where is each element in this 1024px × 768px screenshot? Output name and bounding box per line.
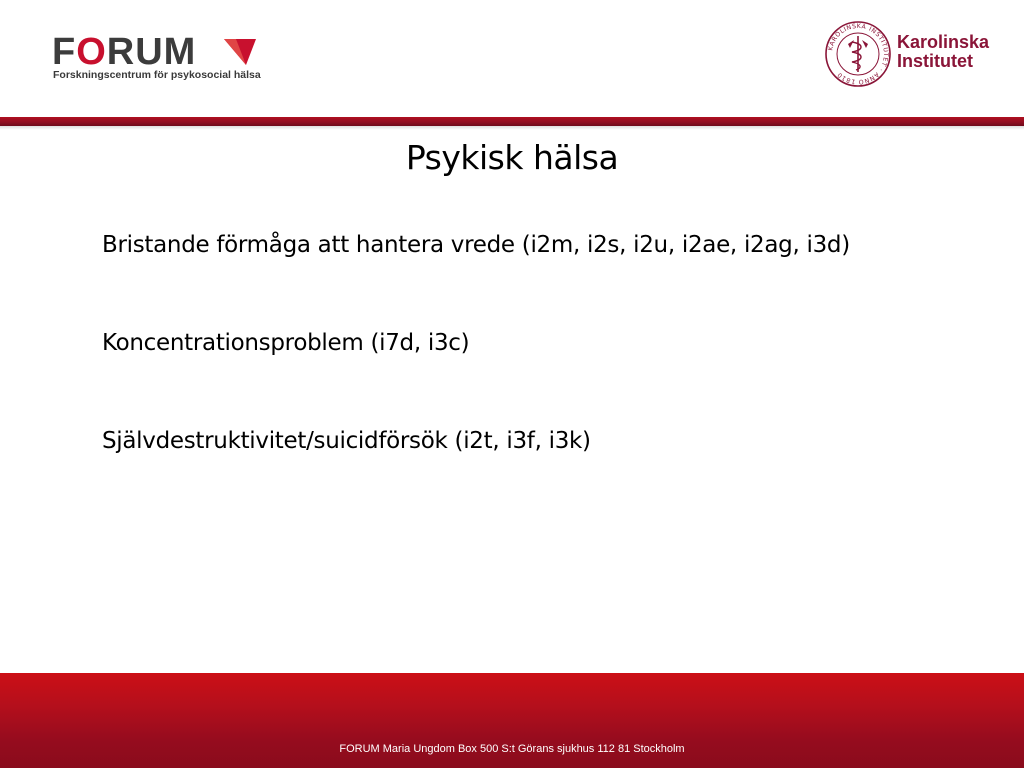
slide-header	[0, 0, 1024, 118]
forum-tagline: Forskningscentrum för psykosocial hälsa	[53, 69, 261, 81]
forum-logo-wordmark	[52, 31, 197, 73]
forum-logo	[52, 31, 267, 84]
bullet-item: Självdestruktivitet/suicidförsök (i2t, i3f, i3k)	[102, 428, 591, 454]
karolinska-name-line1: Karolinska	[897, 32, 990, 52]
forum-logo-letters-rum: RUM	[106, 31, 197, 73]
header-divider-shadow	[0, 126, 1024, 130]
bullet-item: Bristande förmåga att hantera vrede (i2m, i2s, i2u, i2ae, i2ag, i3d)	[102, 232, 850, 258]
slide-title: Psykisk hälsa	[405, 138, 619, 177]
svg-text:KAROLINSKA INSTITUTET · ANNO 1: KAROLINSKA INSTITUTET · ANNO 1810	[827, 22, 890, 86]
header-divider	[0, 117, 1024, 126]
karolinska-logo	[824, 20, 994, 90]
karolinska-name	[897, 33, 989, 71]
forum-triangle-icon	[224, 38, 256, 66]
slide-footer	[0, 673, 1024, 768]
karolinska-name-line2: Institutet	[897, 51, 973, 71]
bullet-list	[102, 224, 962, 462]
footer-address: FORUM Maria Ungdom Box 500 S:t Görans sjukhus 112 81 Stockholm	[339, 743, 685, 755]
bullet-item: Koncentrationsproblem (i7d, i3c)	[102, 330, 470, 356]
forum-logo-letter-o: O	[76, 31, 107, 73]
karolinska-seal-icon	[824, 20, 892, 88]
forum-logo-letter-f: F	[52, 31, 77, 73]
